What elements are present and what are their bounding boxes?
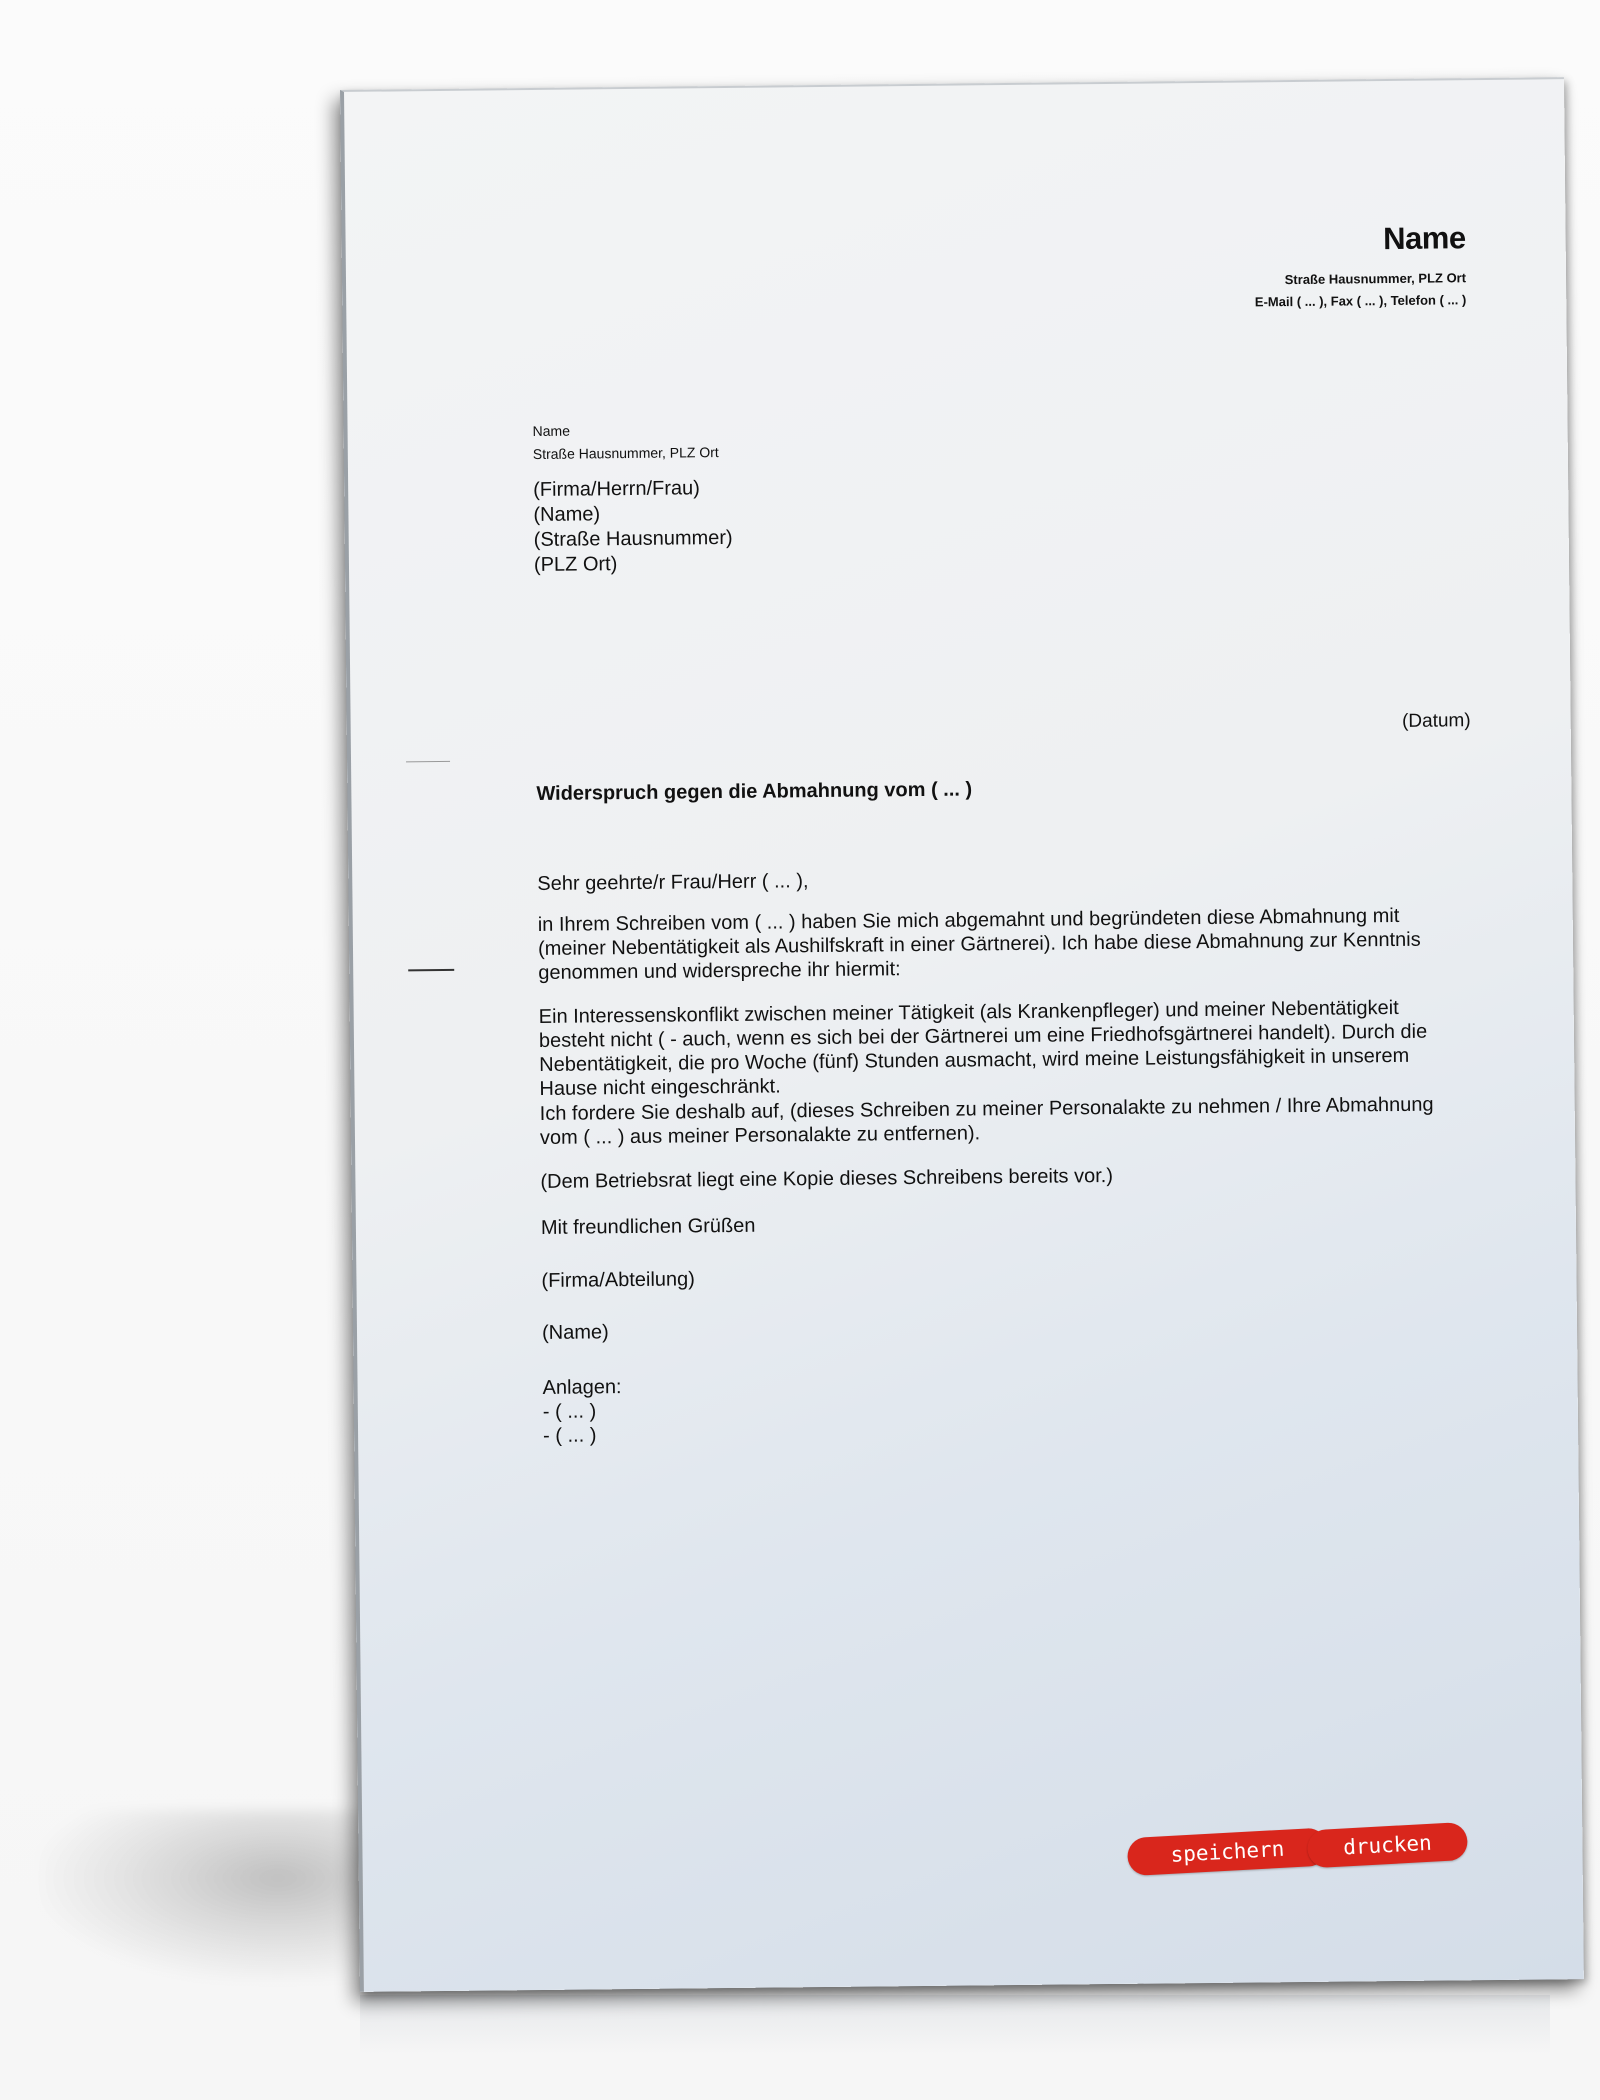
attachments-label: Anlagen:	[542, 1376, 622, 1399]
print-button[interactable]: drucken	[1307, 1822, 1469, 1869]
body-paragraph: Ein Interessenskonflikt zwischen meiner Tätigkeit (als Krankenpfleger) und meiner Nebentätigkeit besteht nicht ( - auch, wenn es sich bei der Gärtnerei um eine Friedhofsgärtnerei handelt). Durch die Nebentätigkeit, die pro Woche (fünf) Stunden ausmacht, wird meine Leistungsfähigkeit in unserem Hause nicht eingeschränkt.	[538, 996, 1428, 1100]
recipient-block	[533, 476, 733, 578]
sender-contact: E-Mail ( ... ), Fax ( ... ), Telefon ( ... )	[1254, 292, 1467, 310]
body-paragraph: (Dem Betriebsrat liegt eine Kopie dieses Schreibens bereits vor.)	[540, 1164, 1114, 1193]
signer-company: (Firma/Abteilung)	[541, 1268, 695, 1292]
recipient-line: (Name)	[533, 503, 601, 526]
letter-page	[340, 77, 1584, 1992]
attachment-item: - ( ... )	[542, 1424, 597, 1447]
fold-mark	[406, 761, 450, 762]
body-paragraph: Ich fordere Sie deshalb auf, (dieses Schreiben zu meiner Personalakte zu nehmen / Ihre Abmahnung vom ( ... ) aus meiner Personalakte zu entfernen).	[539, 1093, 1434, 1149]
letter-salutation: Sehr geehrte/r Frau/Herr ( ... ),	[537, 870, 809, 895]
recipient-line: (Straße Hausnummer)	[533, 526, 733, 551]
attachments-block	[542, 1375, 622, 1448]
recipient-line: (PLZ Ort)	[533, 553, 618, 576]
return-address-street: Straße Hausnummer, PLZ Ort	[532, 444, 719, 463]
letter-subject: Widerspruch gegen die Abmahnung vom ( ... )	[536, 778, 973, 805]
body-paragraph: in Ihrem Schreiben vom ( ... ) haben Sie mich abgemahnt und begründeten diese Abmahnung mit (meiner Nebentätigkeit als Aushilfskraft in einer Gärtnerei). Ich habe diese Abmahnung zur Kenntnis genommen und widerspreche ihr hiermit:	[537, 904, 1421, 984]
recipient-line: (Firma/Herrn/Frau)	[533, 477, 700, 501]
return-address-name: Name	[532, 422, 571, 440]
letter-closing: Mit freundlichen Grüßen	[540, 1214, 756, 1239]
attachment-item: - ( ... )	[542, 1400, 597, 1423]
signer-name: (Name)	[541, 1321, 609, 1344]
sender-address: Straße Hausnummer, PLZ Ort	[1284, 270, 1467, 288]
save-button[interactable]: speichern	[1127, 1827, 1329, 1876]
sender-name: Name	[1382, 220, 1466, 257]
letter-date: (Datum)	[1401, 710, 1471, 732]
punch-mark	[408, 969, 454, 971]
